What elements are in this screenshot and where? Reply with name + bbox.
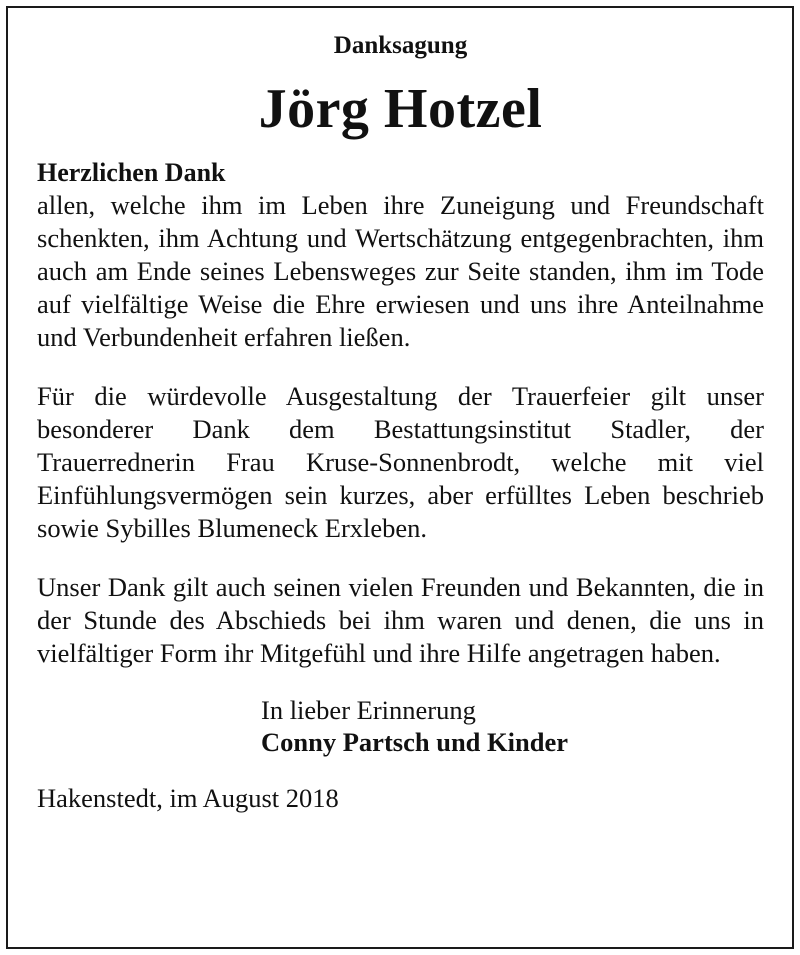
paragraph-3: Unser Dank gilt auch seinen vielen Freunden und Bekannten, die in der Stunde des Abschieds bei ihm waren und denen, die uns in vielfältiger Form ihr Mitgefühl und ihre Hilfe angetragen haben. [37,572,764,668]
signatories: Conny Partsch und Kinder [261,727,569,757]
thank-you-notice [6,6,794,949]
place-date: Hakenstedt, im August 2018 [37,783,339,813]
paragraph-2: Für die würdevolle Ausgestaltung der Trauerfeier gilt unser besonderer Dank dem Bestattungsinstitut Stadler, der Trauerrednerin Frau Kruse-Sonnenbrodt, welche mit viel Einfühlungsvermögen sein kurzes, aber erfülltes Leben beschrieb sowie Sybilles Blumeneck Erxleben. [37,381,764,543]
closing-line: In lieber Erinnerung [261,695,476,725]
deceased-name: Jörg Hotzel [258,78,543,140]
thanks-title: Herzlichen Dank [37,158,226,187]
notice-heading: Danksagung [333,32,468,59]
paragraph-1: allen, welche ihm im Leben ihre Zuneigung und Freundschaft schenkten, ihm Achtung und Wertschätzung entgegenbrachten, ihm auch am Ende seines Lebensweges zur Seite standen, ihm im Tode auf vielfältige Weise die Ehre erwiesen und uns ihre Anteilnahme und Verbundenheit erfahren ließen. [37,190,764,352]
signature-block [261,694,764,758]
